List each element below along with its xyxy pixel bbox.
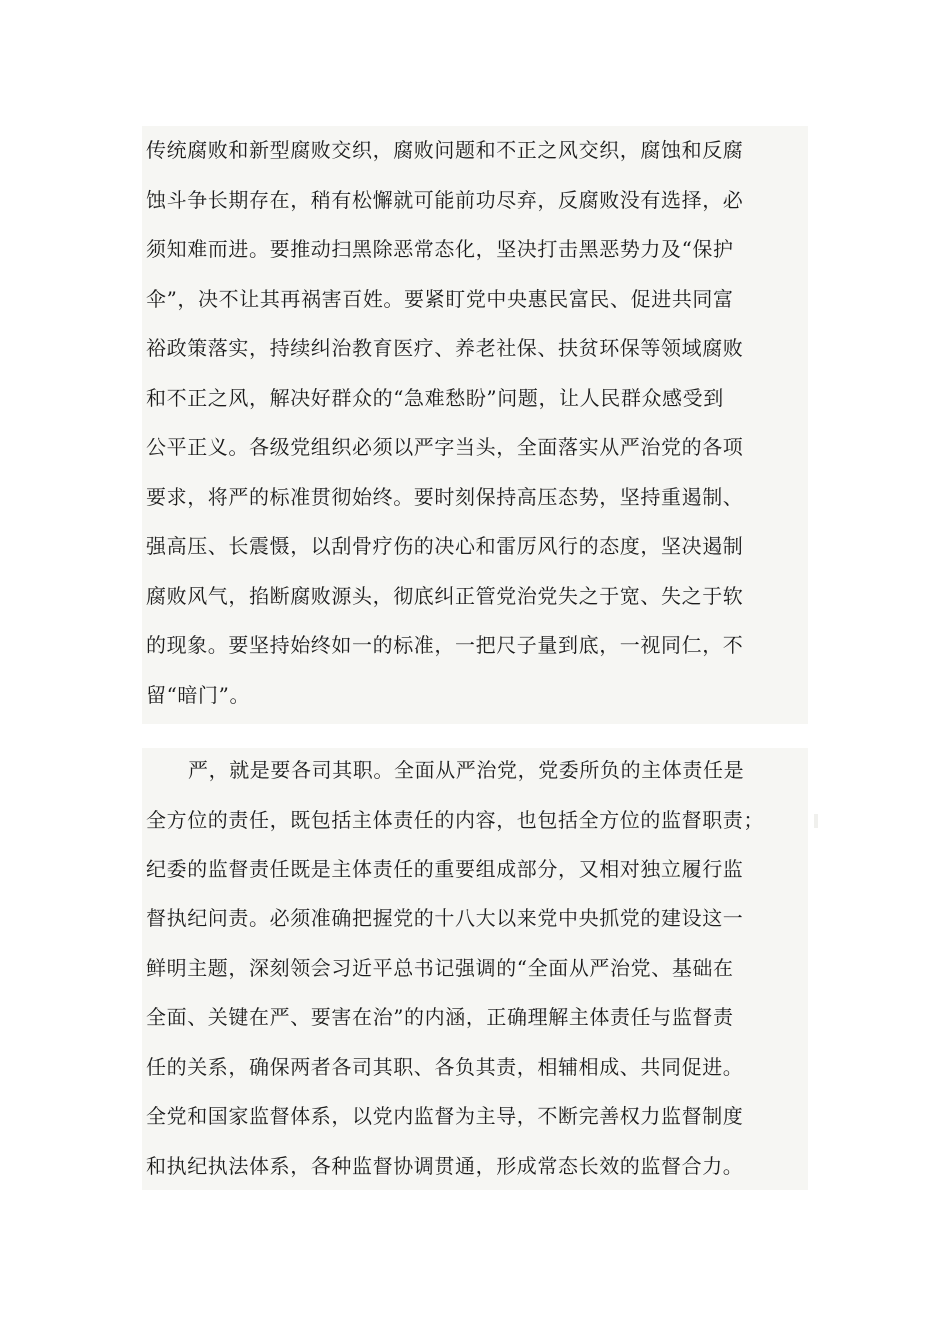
text-line: 腐败风气，掐断腐败源头，彻底纠正管党治党失之于宽、失之于软 [146,584,744,608]
text-line: 全面、关键在严、要害在治”的内涵，正确理解主体责任与监督责 [146,1005,734,1029]
text-line: 伞”，决不让其再祸害百姓。要紧盯党中央惠民富民、促进共同富 [146,287,734,311]
text-line: 全党和国家监督体系，以党内监督为主导，不断完善权力监督制度 [146,1104,744,1128]
text-line: 纪委的监督责任既是主体责任的重要组成部分，又相对独立履行监 [146,857,744,881]
text-line: 须知难而进。要推动扫黑除恶常态化，坚决打击黑恶势力及“保护 [146,237,734,261]
line-overflow-highlight [814,814,818,828]
text-line: 严，就是要各司其职。全面从严治党，党委所负的主体责任是 [188,758,745,782]
paragraph-1 [142,126,808,724]
text-line: 传统腐败和新型腐败交织，腐败问题和不正之风交织，腐蚀和反腐 [146,138,744,162]
text-line: 任的关系，确保两者各司其职、各负其责，相辅相成、共同促进。 [146,1055,744,1079]
text-line: 蚀斗争长期存在，稍有松懈就可能前功尽弃，反腐败没有选择，必 [146,188,744,212]
text-line: 的现象。要坚持始终如一的标准，一把尺子量到底，一视同仁，不 [146,633,744,657]
paragraph-2 [142,748,808,1190]
text-line: 公平正义。各级党组织必须以严字当头，全面落实从严治党的各项 [146,435,744,459]
text-line: 强高压、长震慑，以刮骨疗伤的决心和雷厉风行的态度，坚决遏制 [146,534,744,558]
text-line: 鲜明主题，深刻领会习近平总书记强调的“全面从严治党、基础在 [146,956,734,980]
text-line: 督执纪问责。必须准确把握党的十八大以来党中央抓党的建设这一 [146,906,744,930]
text-line: 要求，将严的标准贯彻始终。要时刻保持高压态势，坚持重遏制、 [146,485,744,509]
text-line: 留“暗门”。 [146,683,251,707]
text-line: 和不正之风，解决好群众的“急难愁盼”问题，让人民群众感受到 [146,386,724,410]
text-line: 和执纪执法体系，各种监督协调贯通，形成常态长效的监督合力。 [146,1154,744,1178]
text-line: 裕政策落实，持续纠治教育医疗、养老社保、扶贫环保等领域腐败 [146,336,744,360]
text-line: 全方位的责任，既包括主体责任的内容，也包括全方位的监督职责； [146,808,764,832]
